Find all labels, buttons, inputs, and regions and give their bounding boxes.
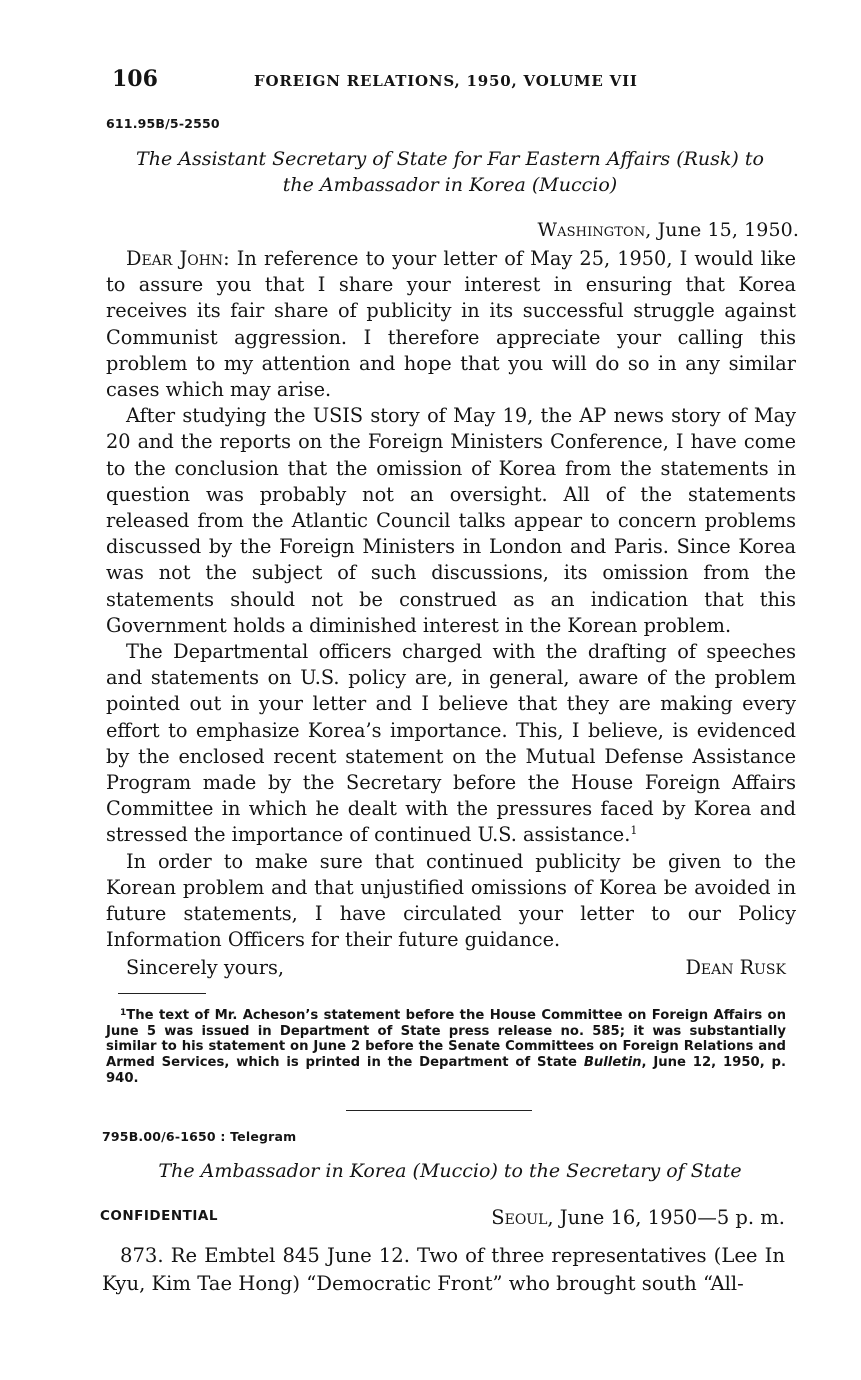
- document-title-line-2: the Ambassador in Korea (Muccio): [282, 174, 618, 196]
- document-separator: [346, 1110, 532, 1111]
- classification-label: CONFIDENTIAL: [100, 1208, 218, 1224]
- document-title: [100, 146, 800, 198]
- paragraph-text: The Departmental officers charged with the drafting of speeches and statements on U.S. policy are, in general, aware of the problem pointed out in your letter and I believe that they are making every effort to emphasize Korea’s importance. This, I believe, is evidenced by the enclosed recent statement on the Mutual Defense Assistance Program made by the Secretary before the House Foreign Affairs Committee in which he dealt with the pressures faced by Korea and stressed the importance of continued U.S. assistance.: [106, 640, 796, 847]
- letter-body: [106, 246, 796, 953]
- footnote-text: The text of Mr. Acheson’s statement before the House Committee on Foreign Affairs on June 5 was issued in Department of State press release no. 585; it was substantially similar to his statement on June 2 before the Senate Committees on Foreign Relations and Armed Services, which is printed in the Department of State: [106, 1008, 786, 1071]
- file-reference: 611.95B/5-2550: [106, 116, 220, 131]
- dateline-date: , June 15, 1950.: [645, 219, 799, 241]
- publication-title: Bulletin: [583, 1055, 642, 1071]
- footnote-reference: 1: [630, 824, 638, 838]
- paragraph-text: : In reference to your letter of May 25, 1950, I would like to assure you that I share your interest in ensuring that Korea receives its fair share of publicity in its successful struggle against Communist aggression. I therefore appreciate your calling this problem to my attention and hope that you will do so in any similar cases which may arise.: [106, 247, 796, 402]
- document-title-line-1: The Assistant Secretary of State for Far Eastern Affairs (Rusk) to: [136, 148, 764, 170]
- page-number: 106: [112, 66, 158, 92]
- running-head: FOREIGN RELATIONS, 1950, VOLUME VII: [254, 72, 638, 90]
- paragraph: After studying the USIS story of May 19, the AP news story of May 20 and the reports on the Foreign Ministers Conference, I have come to the conclusion that the omission of Korea from the statements in question was probably not an oversight. All of the statements released from the Atlantic Council talks appear to concern problems discussed by the Foreign Ministers in London and Paris. Since Korea was not the subject of such discussions, its omission from the statements should not be construed as an indication that this Government holds a diminished interest in the Korean problem.: [106, 404, 796, 637]
- page-header: [112, 66, 792, 96]
- footnote-text-end: , June 12, 1950, p. 940.: [106, 1055, 787, 1086]
- document-title: The Ambassador in Korea (Muccio) to the Secretary of State: [158, 1160, 742, 1182]
- footnote-marker: 1: [120, 1008, 127, 1018]
- paragraph: [106, 639, 796, 849]
- telegram-body: [102, 1242, 785, 1298]
- dateline-place: Washington: [537, 219, 646, 241]
- paragraph: 873. Re Embtel 845 June 12. Two of three representatives (Lee In Kyu, Kim Tae Hong) “Democratic Front” who brought south “All-: [102, 1244, 785, 1295]
- footnote-rule: [118, 993, 206, 994]
- complimentary-close: Sincerely yours,: [126, 956, 284, 979]
- paragraph: In order to make sure that continued publicity be given to the Korean problem and that unjustified omissions of Korea be avoided in future statements, I have circulated your letter to our Policy Information Officers for their future guidance.: [106, 849, 796, 952]
- dateline-date: , June 16, 1950—5 p. m.: [547, 1206, 785, 1229]
- file-reference: 795B.00/6-1650 : Telegram: [102, 1129, 297, 1144]
- dateline: [538, 219, 799, 241]
- signature: Dean Rusk: [685, 956, 786, 979]
- dateline-place: Seoul: [491, 1206, 548, 1229]
- footnote: [106, 1006, 786, 1087]
- paragraph: [106, 246, 796, 403]
- dateline: [491, 1206, 785, 1229]
- salutation: Dear John: [126, 247, 224, 270]
